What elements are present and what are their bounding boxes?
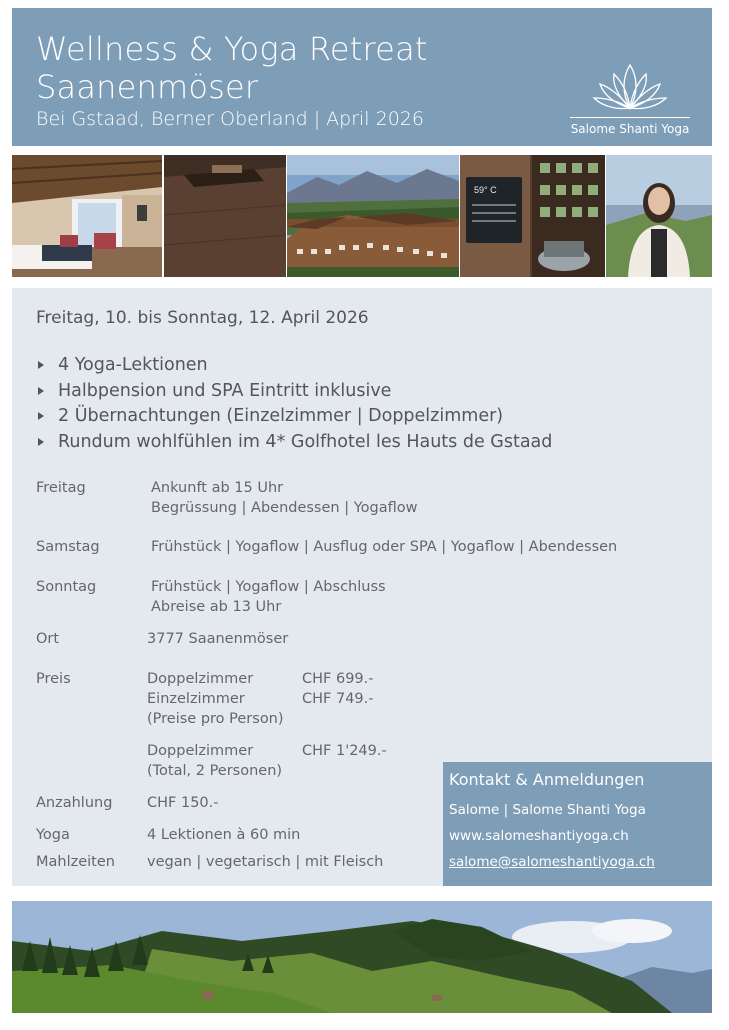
price-room-label: Doppelzimmer xyxy=(147,743,254,759)
schedule-line: Ankunft ab 15 Uhr xyxy=(151,480,284,496)
logo-text: Salome Shanti Yoga xyxy=(570,122,690,136)
price-room-label: Doppelzimmer xyxy=(147,671,254,687)
schedule-samstag: Frühstück | Yogaflow | Ausflug oder SPA | Yogaflow | Abendessen xyxy=(151,539,618,555)
price-value: CHF 749.- xyxy=(302,691,374,707)
instructor-portrait-photo xyxy=(606,155,712,277)
photo-strip xyxy=(12,155,712,277)
bullet-triangle-icon xyxy=(38,412,44,420)
schedule-line: Begrüssung | Abendessen | Yogaflow xyxy=(151,500,418,516)
label-yoga: Yoga xyxy=(36,827,70,843)
price-value: CHF 699.- xyxy=(302,671,374,687)
highlights-list xyxy=(36,353,552,455)
contact-website-link[interactable]: www.salomeshantiyoga.ch xyxy=(449,828,629,844)
bullet-triangle-icon xyxy=(38,361,44,369)
label-samstag: Samstag xyxy=(36,539,100,555)
lotus-icon xyxy=(560,60,700,118)
schedule-sonntag xyxy=(151,577,386,617)
alpine-landscape-photo xyxy=(12,901,712,1013)
highlight-item xyxy=(36,379,552,405)
bullet-triangle-icon xyxy=(38,387,44,395)
price-total-type xyxy=(147,741,282,781)
value-anzahlung: CHF 150.- xyxy=(147,795,219,811)
event-dates: Freitag, 10. bis Sonntag, 12. April 2026 xyxy=(36,308,369,328)
wood-interior-photo xyxy=(164,155,286,277)
label-anzahlung: Anzahlung xyxy=(36,795,113,811)
price-values xyxy=(302,669,374,709)
hotel-room-photo xyxy=(12,155,162,277)
logo-divider xyxy=(570,117,690,118)
highlight-text: Halbpension und SPA Eintritt inklusive xyxy=(58,380,392,401)
contact-title: Kontakt & Anmeldungen xyxy=(449,770,645,789)
value-ort: 3777 Saanenmöser xyxy=(147,631,289,647)
highlight-text: 4 Yoga-Lektionen xyxy=(58,355,208,375)
highlight-text: Rundum wohlfühlen im 4* Golfhotel les Hauts de Gstaad xyxy=(58,431,553,452)
highlight-item xyxy=(36,430,552,456)
contact-box xyxy=(443,762,712,886)
price-total-value: CHF 1'249.- xyxy=(302,743,387,759)
title-line-2: Saanenmöser xyxy=(36,68,259,106)
hotel-exterior-photo xyxy=(287,155,459,277)
label-sonntag: Sonntag xyxy=(36,579,97,595)
label-freitag: Freitag xyxy=(36,480,86,496)
label-ort: Ort xyxy=(36,631,60,647)
header-banner xyxy=(12,8,712,146)
schedule-line: Abreise ab 13 Uhr xyxy=(151,599,282,615)
contact-email-link[interactable]: salome@salomeshantiyoga.ch xyxy=(449,854,655,870)
contact-name: Salome | Salome Shanti Yoga xyxy=(449,802,646,818)
label-mahlzeiten: Mahlzeiten xyxy=(36,854,115,870)
spa-sign-photo xyxy=(460,155,605,277)
bullet-triangle-icon xyxy=(38,438,44,446)
price-room-types xyxy=(147,669,284,729)
price-note: (Total, 2 Personen) xyxy=(147,763,283,779)
retreat-title xyxy=(36,30,428,106)
highlight-text: 2 Übernachtungen (Einzelzimmer | Doppelzimmer) xyxy=(58,406,504,426)
label-preis: Preis xyxy=(36,671,71,687)
spa-sign-text: 59° C xyxy=(474,185,497,195)
highlight-item xyxy=(36,353,552,379)
schedule-line: Frühstück | Yogaflow | Abschluss xyxy=(151,579,386,595)
highlight-item xyxy=(36,404,552,430)
value-mahlzeiten: vegan | vegetarisch | mit Fleisch xyxy=(147,854,384,870)
salome-shanti-yoga-logo xyxy=(560,60,700,140)
value-yoga: 4 Lektionen à 60 min xyxy=(147,827,301,843)
retreat-subtitle: Bei Gstaad, Berner Oberland | April 2026 xyxy=(36,108,424,130)
title-line-1: Wellness & Yoga Retreat xyxy=(36,30,428,68)
price-note: (Preise pro Person) xyxy=(147,711,284,727)
price-room-label: Einzelzimmer xyxy=(147,691,245,707)
schedule-freitag xyxy=(151,478,417,518)
